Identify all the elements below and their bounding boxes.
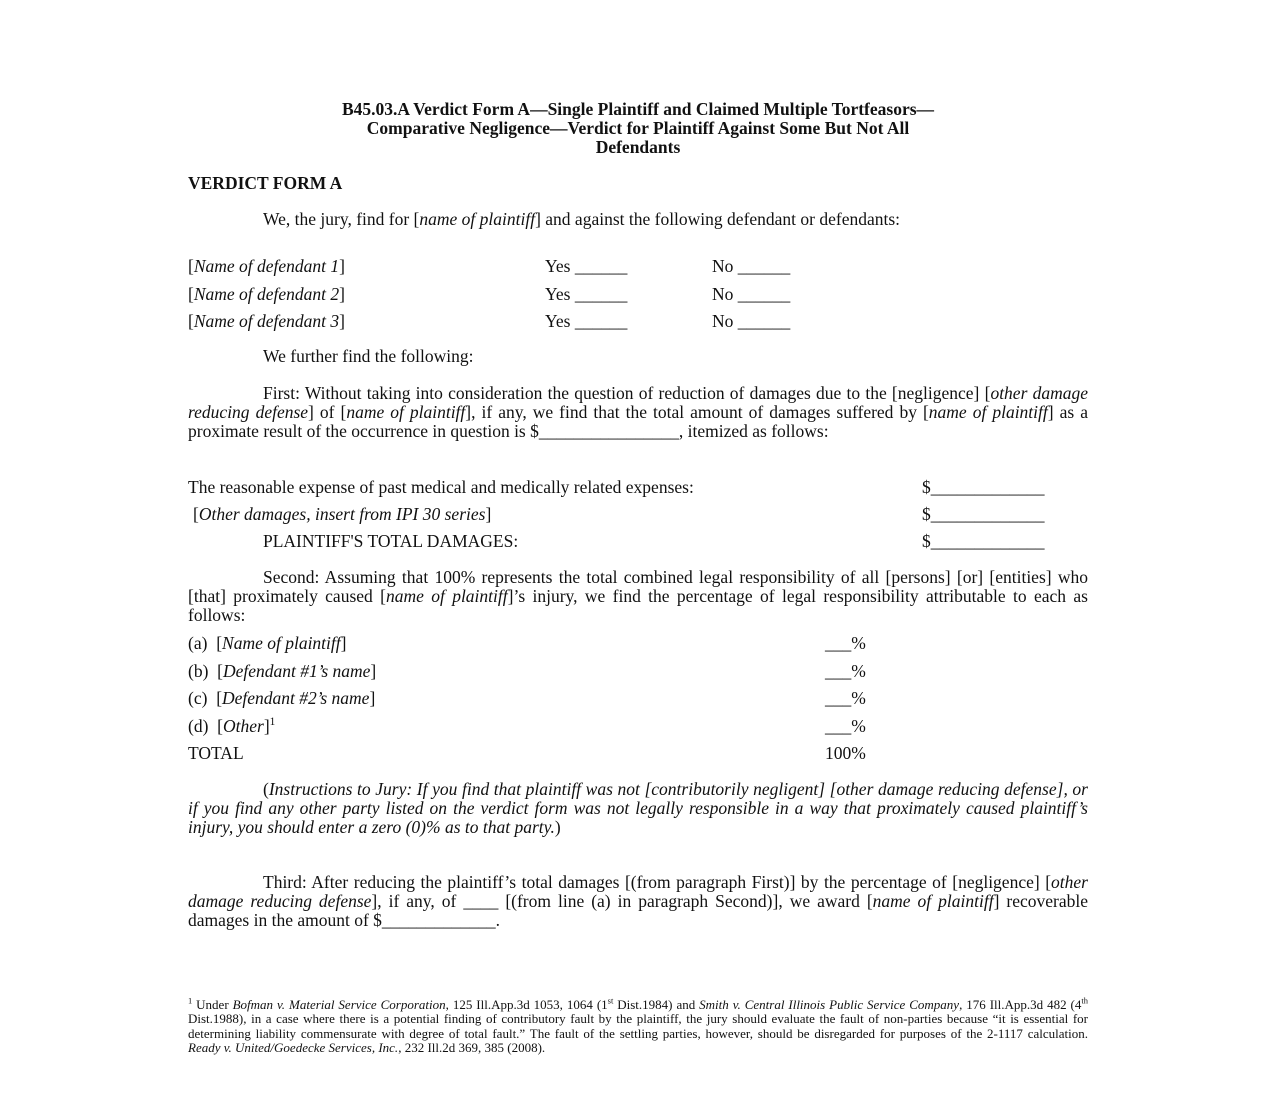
defendant-name: Name of defendant 2 bbox=[193, 283, 340, 304]
total-row bbox=[188, 743, 1088, 763]
text-segment: ( bbox=[263, 779, 269, 799]
party-row: (b) [Defendant #1’s name] ___% bbox=[188, 660, 866, 681]
text-segment: name of plaintiff bbox=[419, 209, 536, 229]
defendant-name: Name of defendant 1 bbox=[193, 256, 340, 276]
damage-item bbox=[188, 477, 1088, 497]
superscript: th bbox=[1081, 995, 1088, 1006]
text-segment: Instructions to Jury: If you find that plaintiff was not [contributorily negligent] [other damage reducing defense], or if you find any other party listed on the verdict form was not legally responsible in a way that proximately caused plaintiff’s injury, you should enter a zero (0)% as to that party. bbox=[188, 779, 1088, 837]
party-letter: (a) bbox=[188, 633, 208, 653]
title-line: Comparative Negligence—Verdict for Plaintiff Against Some But Not All bbox=[366, 118, 910, 138]
party-letter: (c) bbox=[188, 688, 208, 708]
party-name: Defendant #2’s name bbox=[222, 688, 370, 708]
text-segment: Under bbox=[192, 997, 233, 1012]
defendant-row: [Name of defendant 2] Yes ______ No ______ bbox=[188, 283, 791, 304]
item-value: $_____________ bbox=[922, 504, 1045, 524]
text-segment: name of plaintiff bbox=[928, 402, 1048, 422]
title-line: Defendants bbox=[595, 137, 681, 157]
text-segment: name of plaintiff bbox=[872, 891, 994, 911]
item-label: Other damages, insert from IPI 30 series bbox=[198, 504, 486, 524]
footnote-ref: 1 bbox=[269, 715, 276, 728]
party-name: Name of plaintiff bbox=[222, 633, 341, 653]
defendant-row: [Name of defendant 3] Yes ______ No ______ bbox=[188, 311, 791, 331]
title-line: B45.03.A Verdict Form A—Single Plaintiff and Claimed Multiple Tortfeasors— bbox=[341, 99, 935, 119]
yes-blank: Yes ______ bbox=[545, 283, 628, 304]
text-segment: We, the jury, find for [ bbox=[263, 209, 420, 229]
text-segment: Dist.1984) and bbox=[613, 997, 700, 1012]
text-segment: name of plaintiff bbox=[346, 402, 466, 422]
item-value: $_____________ bbox=[922, 477, 1045, 497]
party-letter: (d) bbox=[188, 715, 209, 736]
text-segment: ], if any, of ____ [(from line (a) in paragraph Second)], we award [ bbox=[371, 891, 873, 911]
third-paragraph bbox=[188, 873, 1088, 930]
party-percent: ___% bbox=[825, 633, 866, 653]
item-label: PLAINTIFF'S TOTAL DAMAGES: bbox=[263, 531, 519, 551]
text-segment: Ready v. United/Goedecke Services, Inc. bbox=[188, 1039, 399, 1055]
text-segment: Second: Assuming that 100% represents the total combined legal responsibility of all [persons] [or] [entities] who [that] proximately caused [ bbox=[188, 567, 1088, 606]
first-paragraph bbox=[188, 384, 1088, 441]
yes-blank: Yes ______ bbox=[545, 256, 628, 276]
party-percent: ___% bbox=[825, 715, 866, 736]
party-percent: ___% bbox=[825, 660, 866, 681]
no-blank: No ______ bbox=[712, 256, 791, 276]
intro-paragraph bbox=[188, 210, 1088, 229]
text-segment: , 176 Ill.App.3d 482 (4 bbox=[959, 997, 1082, 1012]
text-segment: ] of [ bbox=[308, 402, 347, 422]
text-segment: ] as a proximate result of the occurrence in question is $________________, itemized as follows: bbox=[188, 402, 1088, 441]
text-segment: ) bbox=[554, 817, 561, 837]
party-name: Defendant #1’s name bbox=[222, 660, 371, 681]
text-segment: Dist.1988), in a case where there is a potential finding of contributory fault by the plaintiff, the jury should evaluate the fault of non-parties because “it is essential for determining liability commensurate with degree of total fault.” The fault of the settling parties, however, should be disregarded for purposes of the 2-1117 calculation. bbox=[188, 1011, 1088, 1041]
party-row: (a) [Name of plaintiff] ___% bbox=[188, 633, 866, 653]
text-segment: Smith v. Central Illinois Public Service Company bbox=[699, 997, 960, 1012]
text-segment: name of plaintiff bbox=[385, 586, 508, 606]
yes-blank: Yes ______ bbox=[545, 311, 628, 331]
section-heading: VERDICT FORM A bbox=[188, 173, 343, 193]
party-row: (d) [Other]$^1$ ___% bbox=[188, 715, 866, 736]
text-segment: Third: After reducing the plaintiff’s total damages [(from paragraph First)] by the percentage of [negligence] [ bbox=[263, 872, 1052, 892]
jury-instructions bbox=[188, 780, 1088, 837]
no-blank: No ______ bbox=[712, 283, 791, 304]
damage-total bbox=[188, 531, 1088, 551]
text-segment: other damage reducing defense bbox=[188, 872, 1088, 911]
party-letter: (b) bbox=[188, 660, 209, 681]
text-segment: Bofman v. Material Service Corporation bbox=[232, 997, 446, 1012]
total-percent: 100% bbox=[825, 743, 866, 763]
text-segment: other damage reducing defense bbox=[188, 383, 1088, 422]
further-text: We further find the following: bbox=[263, 346, 474, 366]
item-label: The reasonable expense of past medical and medically related expenses: bbox=[188, 477, 694, 497]
superscript: st bbox=[607, 995, 614, 1006]
text-segment: ], if any, we find that the total amount of damages suffered by [ bbox=[465, 402, 929, 422]
text-segment: First: Without taking into consideration the question of reduction of damages due to the [negligence] [ bbox=[263, 383, 991, 403]
defendant-row: [Name of defendant 1] Yes ______ No ______ bbox=[188, 256, 791, 276]
party-row: (c) [Defendant #2’s name] ___% bbox=[188, 688, 866, 708]
text-segment: , 232 Ill.2d 369, 385 (2008). bbox=[398, 1039, 546, 1055]
total-label: TOTAL bbox=[188, 743, 244, 763]
no-blank: No ______ bbox=[712, 311, 791, 331]
party-percent: ___% bbox=[825, 688, 866, 708]
defendant-name: Name of defendant 3 bbox=[193, 311, 340, 331]
footnote bbox=[188, 995, 1088, 1055]
second-paragraph bbox=[188, 568, 1088, 625]
text-segment: , 125 Ill.App.3d 1053, 1064 (1 bbox=[445, 997, 608, 1012]
form-title bbox=[188, 100, 1088, 157]
text-segment: ] recoverable damages in the amount of $_____________. bbox=[188, 891, 1088, 930]
damage-item: [Other damages, insert from IPI 30 series] $_____________ bbox=[193, 504, 1045, 524]
superscript: 1 bbox=[188, 995, 193, 1006]
text-segment: ]’s injury, we find the percentage of legal responsibility attributable to each as follows: bbox=[188, 586, 1088, 625]
text-segment: ] and against the following defendant or defendants: bbox=[535, 209, 901, 229]
item-value: $_____________ bbox=[922, 531, 1045, 551]
party-name: Other bbox=[222, 715, 264, 736]
